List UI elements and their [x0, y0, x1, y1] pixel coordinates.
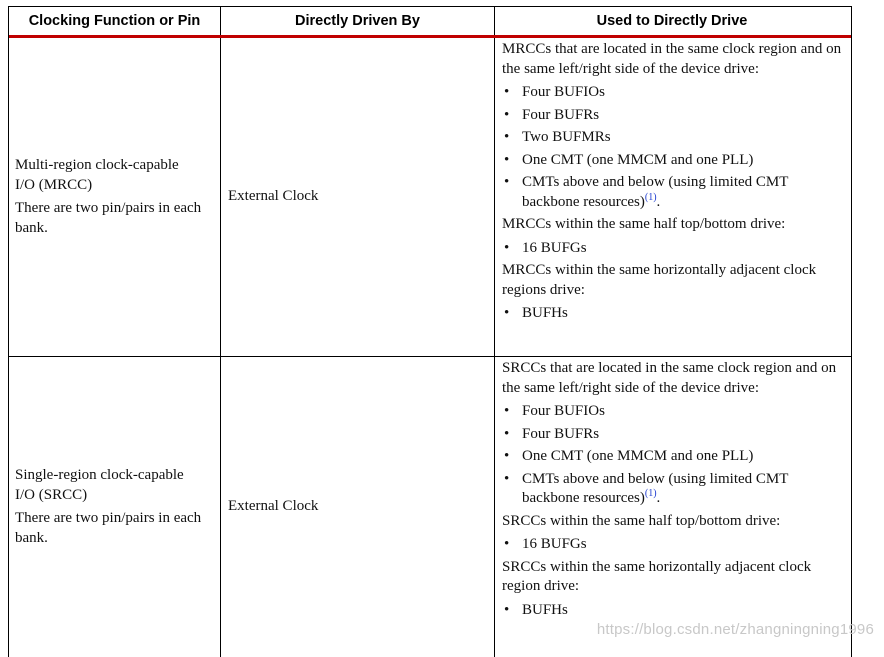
drive-intro: MRCCs that are located in the same clock region and on the same left/right side of the device drive: — [502, 41, 842, 77]
driven-by-text: External Clock — [228, 188, 319, 205]
list-item: • BUFHs — [502, 304, 843, 324]
function-name-line2: I/O (SRCC) — [15, 486, 88, 503]
drive-adjacent-intro: SRCCs within the same horizontally adjacent clock region drive: — [502, 558, 812, 594]
list-item-cmt — [502, 173, 843, 212]
cell-drive-mrcc — [495, 38, 849, 356]
list-item-cmt — [502, 470, 843, 509]
list-item: • Two BUFMRs — [502, 128, 843, 148]
function-name-line1: Single-region clock-capable — [15, 467, 184, 483]
drive-intro: SRCCs that are located in the same clock region and on the same left/right side of the device drive: — [502, 360, 837, 396]
driven-by-text: External Clock — [228, 498, 319, 515]
cell-drive-srcc — [495, 357, 849, 657]
cmt-period: . — [656, 193, 661, 210]
cmt-text: CMTs above and below (using limited CMT backbone resources) — [522, 174, 789, 210]
drive-list-region — [502, 83, 843, 212]
drive-adjacent-intro: MRCCs within the same horizontally adjacent clock regions drive: — [502, 262, 817, 298]
list-item: • One CMT (one MMCM and one PLL) — [502, 447, 843, 467]
list-item: • 16 BUFGs — [502, 535, 843, 555]
clocking-table — [8, 6, 852, 657]
list-item: • One CMT (one MMCM and one PLL) — [502, 151, 843, 171]
footnote-link[interactable]: (1) — [644, 191, 657, 203]
table-row-srcc — [9, 357, 851, 657]
cell-function-srcc — [9, 357, 221, 657]
cell-driven-by-mrcc — [221, 38, 495, 356]
table-header — [9, 6, 851, 38]
watermark-url: https://blog.csdn.net/zhangningning1996 — [596, 621, 874, 638]
drive-half-intro: SRCCs within the same half top/bottom drive: — [502, 512, 781, 529]
list-item: • BUFHs — [502, 601, 843, 621]
cmt-text: CMTs above and below (using limited CMT backbone resources) — [522, 470, 789, 506]
cmt-period: . — [656, 490, 661, 506]
list-item: • Four BUFRs — [502, 106, 843, 126]
list-item: • 16 BUFGs — [502, 239, 843, 259]
footnote-link[interactable]: (1) — [644, 488, 657, 499]
function-name-line2: I/O (MRCC) — [15, 176, 93, 193]
list-item: • Four BUFIOs — [502, 83, 843, 103]
list-item: • Four BUFIOs — [502, 402, 843, 422]
list-item: • Four BUFRs — [502, 425, 843, 445]
header-used-to-directly-drive: Used to Directly Drive — [596, 13, 748, 29]
header-directly-driven-by: Directly Driven By — [221, 7, 495, 35]
drive-list-adjacent — [502, 304, 843, 324]
header-clocking-function: Clocking Function or Pin — [9, 7, 221, 35]
drive-list-adjacent — [502, 601, 843, 621]
function-note: There are two pin/pairs in each bank. — [15, 200, 202, 236]
table-row-mrcc — [9, 38, 851, 357]
drive-list-region — [502, 402, 843, 509]
drive-list-half — [502, 535, 843, 555]
cell-driven-by-srcc — [221, 357, 495, 657]
cell-function-mrcc — [9, 38, 221, 356]
function-note: There are two pin/pairs in each bank. — [15, 510, 202, 546]
drive-half-intro: MRCCs within the same half top/bottom drive: — [502, 216, 786, 232]
function-name-line1: Multi-region clock-capable — [15, 157, 179, 173]
drive-list-half — [502, 239, 843, 259]
